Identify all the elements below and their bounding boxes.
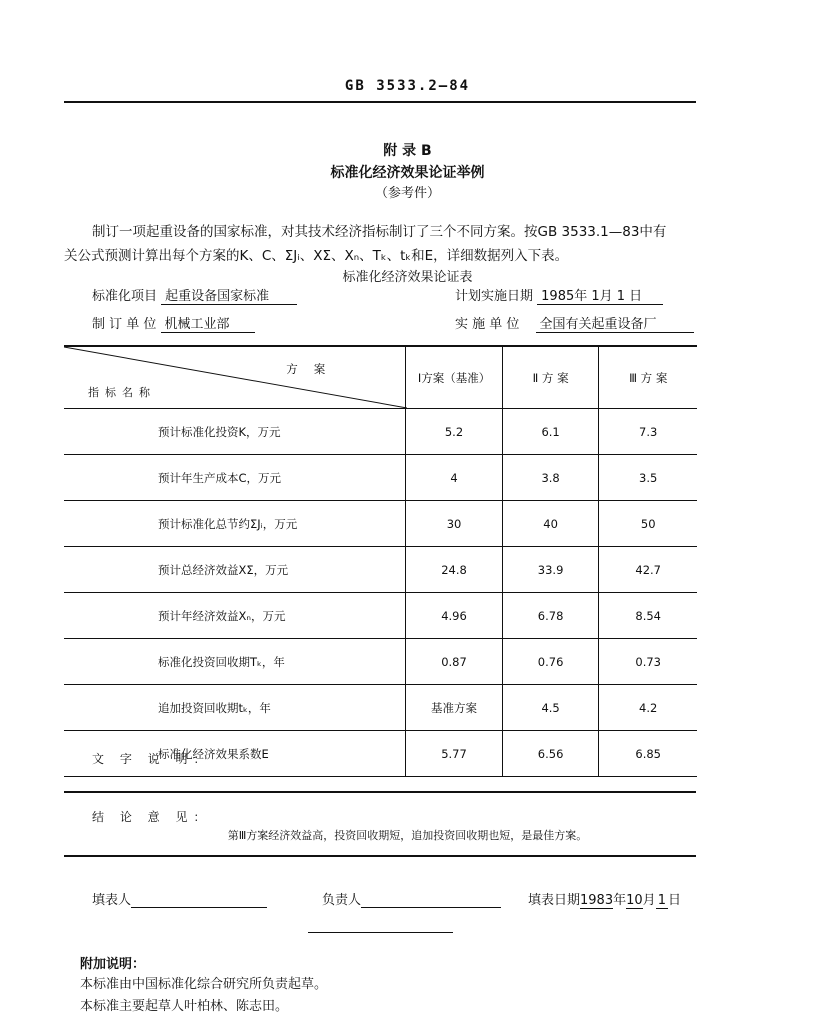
row-value-1: 4 <box>406 455 503 501</box>
row-name: 追加投资回收期tₖ，年 <box>64 685 406 731</box>
maker-value: 机械工业部 <box>161 313 255 333</box>
notes-line-2: 本标准主要起草人叶柏林、陈志田。 <box>80 999 289 1014</box>
table-caption: 标准化经济效果论证表 <box>342 270 473 285</box>
appendix-type: （参考件） <box>374 186 440 201</box>
fill-date-month: 10 <box>626 893 643 908</box>
conclusion-label: 结 论 意 见： <box>92 810 212 824</box>
row-value-1: 30 <box>406 501 503 547</box>
plan-date-label: 计划实施日期 <box>455 289 534 304</box>
impl-field <box>455 313 694 333</box>
year-char: 年 <box>613 893 627 908</box>
table-row <box>64 455 697 501</box>
notes-title: 附加说明： <box>80 957 146 972</box>
header-rule <box>64 101 696 103</box>
fill-date-field <box>528 889 681 908</box>
plan-date-field <box>455 285 663 305</box>
row-value-3: 4.2 <box>599 685 697 731</box>
row-name: 标准化经济效果系数E <box>64 731 406 777</box>
responsible-blank <box>361 893 501 908</box>
maker-label: 制 订 单 位 <box>92 317 157 332</box>
project-value: 起重设备国家标准 <box>161 285 297 305</box>
row-value-2: 6.56 <box>502 731 599 777</box>
intro-line-1: 制订一项起重设备的国家标准，对其技术经济指标制订了三个不同方案。按GB 3533.1—83中有 <box>92 224 667 240</box>
header-diagonal-cell <box>64 346 406 409</box>
responsible-label: 负责人 <box>322 893 362 908</box>
row-name: 预计年经济效益Xₙ，万元 <box>64 593 406 639</box>
row-name: 预计年生产成本C，万元 <box>64 455 406 501</box>
row-value-3: 7.3 <box>599 409 697 455</box>
row-value-1: 24.8 <box>406 547 503 593</box>
project-field <box>92 285 297 305</box>
header-col-1: Ⅰ方案（基准） <box>406 346 503 409</box>
conclusion-rule <box>64 855 696 857</box>
table-row <box>64 685 697 731</box>
separator-rule <box>308 932 453 933</box>
table-row <box>64 409 697 455</box>
impl-label: 实 施 单 位 <box>455 317 520 332</box>
table-row <box>64 593 697 639</box>
text-remark-label: 文 字 说 明： <box>92 752 212 766</box>
row-value-2: 40 <box>502 501 599 547</box>
row-value-1: 4.96 <box>406 593 503 639</box>
row-value-2: 6.1 <box>502 409 599 455</box>
table-row <box>64 501 697 547</box>
header-col-2: Ⅱ 方 案 <box>502 346 599 409</box>
row-value-2: 6.78 <box>502 593 599 639</box>
filler-blank <box>131 893 267 908</box>
fill-date-year: 1983 <box>580 893 614 908</box>
evaluation-table <box>64 345 697 777</box>
appendix-label: 附 录 B <box>383 143 432 159</box>
intro-line-2: 关公式预测计算出每个方案的K、C、ΣJᵢ、XΣ、Xₙ、Tₖ、tₖ和E，详细数据列入下表。 <box>64 248 569 264</box>
day-char: 日 <box>667 893 681 908</box>
row-value-1: 0.87 <box>406 639 503 685</box>
row-value-3: 42.7 <box>599 547 697 593</box>
row-value-1: 5.2 <box>406 409 503 455</box>
table-row <box>64 547 697 593</box>
row-value-3: 6.85 <box>599 731 697 777</box>
month-char: 月 <box>642 893 656 908</box>
header-col-3: Ⅲ 方 案 <box>599 346 697 409</box>
conclusion-text: 第Ⅲ方案经济效益高，投资回收期短，追加投资回收期也短，是最佳方案。 <box>227 829 588 842</box>
row-value-3: 3.5 <box>599 455 697 501</box>
row-value-1: 基准方案 <box>406 685 503 731</box>
row-value-3: 50 <box>599 501 697 547</box>
row-name: 预计总经济效益XΣ，万元 <box>64 547 406 593</box>
standard-code: GB 3533.2—84 <box>344 78 471 94</box>
header-plan-label: 方案 <box>286 362 342 376</box>
table-header-row <box>64 346 697 409</box>
filler-label: 填表人 <box>92 893 132 908</box>
notes-line-1: 本标准由中国标准化综合研究所负责起草。 <box>80 977 328 992</box>
maker-field <box>92 313 255 333</box>
intro-paragraph <box>64 220 696 268</box>
plan-date-value: 1985年 1月 1 日 <box>537 285 663 305</box>
remark-rule <box>64 791 696 793</box>
filler-field <box>92 889 267 908</box>
header-index-label: 指标名称 <box>88 386 156 399</box>
row-value-2: 4.5 <box>502 685 599 731</box>
table-row <box>64 639 697 685</box>
row-value-3: 8.54 <box>599 593 697 639</box>
row-value-3: 0.73 <box>599 639 697 685</box>
row-value-1: 5.77 <box>406 731 503 777</box>
row-name: 预计标准化投资K，万元 <box>64 409 406 455</box>
project-label: 标准化项目 <box>92 289 158 304</box>
fill-date-day: 1 <box>657 893 666 908</box>
row-value-2: 3.8 <box>502 455 599 501</box>
row-value-2: 33.9 <box>502 547 599 593</box>
responsible-field <box>322 889 501 908</box>
fill-date-label: 填表日期 <box>528 893 581 908</box>
row-name: 预计标准化总节约ΣJᵢ，万元 <box>64 501 406 547</box>
appendix-title: 标准化经济效果论证举例 <box>330 165 485 181</box>
row-name: 标准化投资回收期Tₖ，年 <box>64 639 406 685</box>
impl-value: 全国有关起重设备厂 <box>536 313 694 333</box>
row-value-2: 0.76 <box>502 639 599 685</box>
